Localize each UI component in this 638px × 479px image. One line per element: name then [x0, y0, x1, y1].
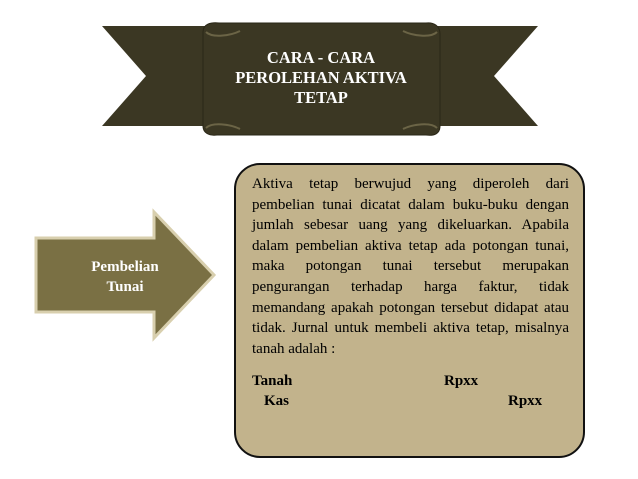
arrow-label — [80, 257, 170, 297]
journal-debit: Rpxx — [444, 373, 479, 390]
journal-credit: Rpxx — [508, 393, 543, 410]
description-box — [234, 163, 585, 458]
page-title-line-3: TETAP — [294, 88, 348, 107]
journal-row — [252, 371, 569, 391]
journal-row — [252, 391, 569, 411]
journal-account: Tanah — [252, 373, 293, 390]
arrow-label-line-2: Tunai — [106, 279, 144, 295]
description-text: Aktiva tetap berwujud yang diperoleh dari pembelian tunai dicatat dalam buku-buku dengan jumlah sebesar uang yang dikeluarkan. Apabila dalam pembelian aktiva tetap ada potongan tunai, maka potongan tunai tersebut merupakan pengurangan terhadap harga faktur, tidak memandang apakah potongan tersebut didapat atau tidak. Jurnal untuk membeli aktiva tetap, misalnya tanah adalah : — [252, 176, 569, 357]
page-title-line-1: CARA - CARA — [266, 48, 376, 67]
journal-entry — [252, 371, 569, 411]
page-title-line-2: PEROLEHAN AKTIVA — [235, 68, 407, 87]
journal-account: Kas — [264, 393, 290, 410]
arrow-label-line-1: Pembelian — [91, 259, 159, 275]
